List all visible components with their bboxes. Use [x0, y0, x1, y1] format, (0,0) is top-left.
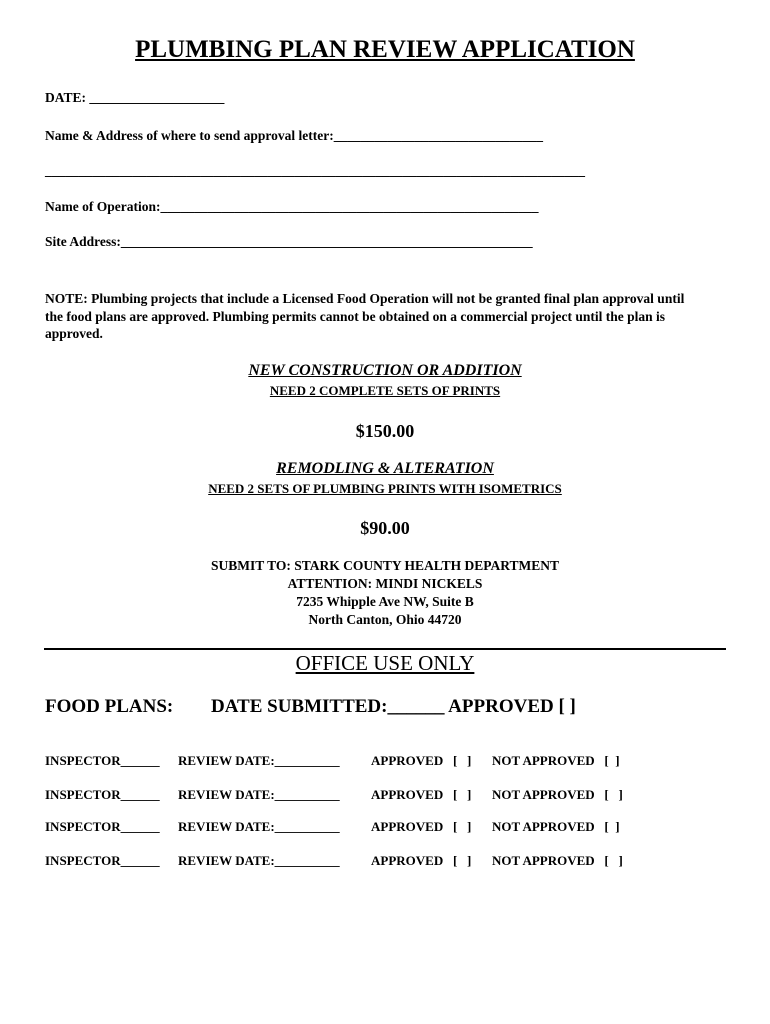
- food-plans-status-field[interactable]: DATE SUBMITTED:______ APPROVED [ ]: [211, 696, 576, 717]
- review-date-field[interactable]: REVIEW DATE:__________: [178, 853, 340, 868]
- page-title: PLUMBING PLAN REVIEW APPLICATION: [135, 36, 635, 63]
- review-date-field[interactable]: REVIEW DATE:__________: [178, 753, 340, 768]
- review-date-field[interactable]: REVIEW DATE:__________: [178, 787, 340, 802]
- inspector-field[interactable]: INSPECTOR______: [45, 753, 160, 768]
- office-use-heading: OFFICE USE ONLY: [295, 651, 475, 675]
- remodeling-requirement: NEED 2 SETS OF PLUMBING PRINTS WITH ISOMETRICS: [208, 481, 562, 496]
- date-field[interactable]: DATE: ____________________: [45, 90, 225, 105]
- inspector-field[interactable]: INSPECTOR______: [45, 853, 160, 868]
- not-approved-checkbox[interactable]: NOT APPROVED [ ]: [492, 819, 620, 834]
- inspector-field[interactable]: INSPECTOR______: [45, 819, 160, 834]
- not-approved-checkbox[interactable]: NOT APPROVED [ ]: [492, 753, 620, 768]
- remodeling-price: $90.00: [360, 518, 410, 538]
- note-paragraph: NOTE: Plumbing projects that include a Licensed Food Operation will not be granted final plan approval until the food plans are approved. Plumbing permits cannot be obtained on a commercial project until the plan is approved.: [45, 291, 685, 341]
- operation-name-field[interactable]: Name of Operation:________________________________________________________: [45, 199, 539, 214]
- name-address-continuation-field[interactable]: ________________________________________________________________________________: [45, 163, 585, 178]
- not-approved-checkbox[interactable]: NOT APPROVED [ ]: [492, 853, 623, 868]
- approved-checkbox[interactable]: APPROVED [ ]: [371, 853, 472, 868]
- name-address-field[interactable]: Name & Address of where to send approval letter:_______________________________: [45, 128, 543, 143]
- city-state-line: North Canton, Ohio 44720: [308, 612, 462, 627]
- approved-checkbox[interactable]: APPROVED [ ]: [371, 819, 472, 834]
- inspector-field[interactable]: INSPECTOR______: [45, 787, 160, 802]
- review-date-field[interactable]: REVIEW DATE:__________: [178, 819, 340, 834]
- approved-checkbox[interactable]: APPROVED [ ]: [371, 787, 472, 802]
- not-approved-checkbox[interactable]: NOT APPROVED [ ]: [492, 787, 623, 802]
- new-construction-heading: NEW CONSTRUCTION OR ADDITION: [248, 362, 522, 379]
- new-construction-price: $150.00: [355, 421, 415, 441]
- section-divider: [44, 648, 726, 650]
- site-address-field[interactable]: Site Address:_____________________________________________________________: [45, 234, 533, 249]
- submit-to-line: SUBMIT TO: STARK COUNTY HEALTH DEPARTMENT: [211, 558, 559, 573]
- street-address-line: 7235 Whipple Ave NW, Suite B: [296, 594, 474, 609]
- new-construction-requirement: NEED 2 COMPLETE SETS OF PRINTS: [269, 383, 501, 398]
- food-plans-label: FOOD PLANS:: [45, 696, 174, 717]
- approved-checkbox[interactable]: APPROVED [ ]: [371, 753, 472, 768]
- attention-line: ATTENTION: MINDI NICKELS: [287, 576, 483, 591]
- remodeling-heading: REMODLING & ALTERATION: [276, 460, 494, 477]
